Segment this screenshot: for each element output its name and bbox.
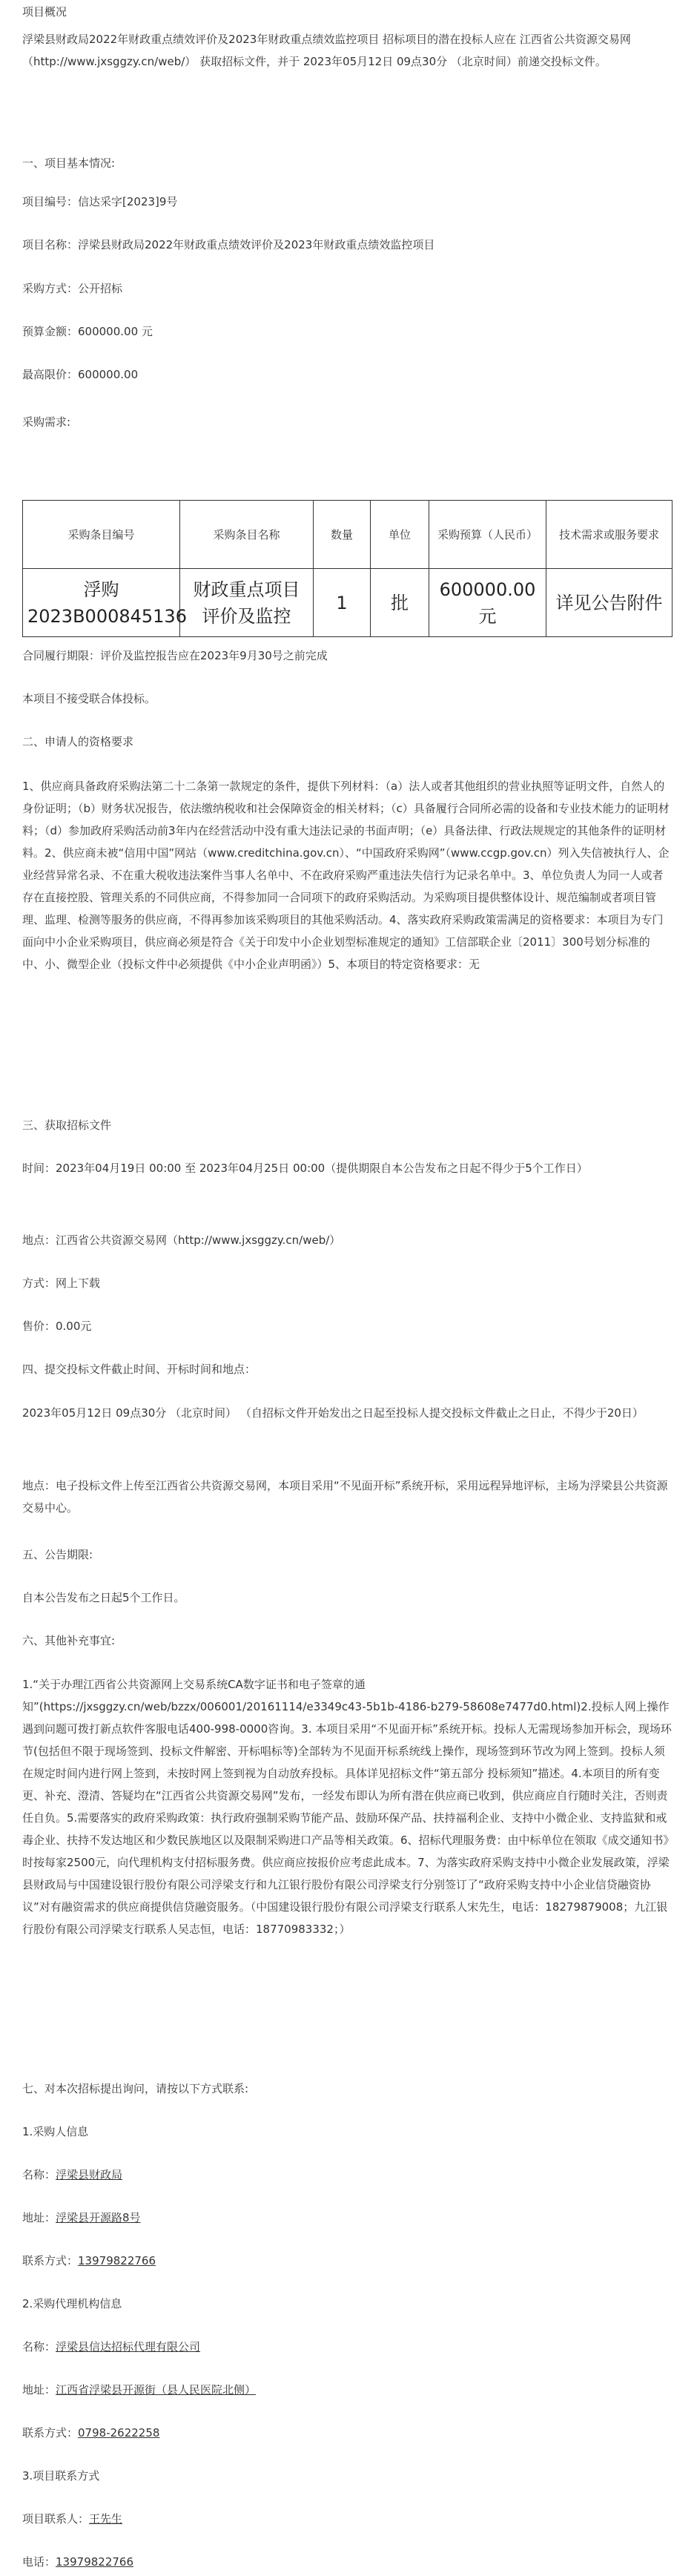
table-header-cell: 数量 <box>314 501 371 569</box>
document-price: 售价：0.00元 <box>22 1320 92 1333</box>
agency-name <box>22 2336 672 2357</box>
section-2-heading: 二、申请人的资格要求 <box>22 735 134 748</box>
purchaser-phone-label: 联系方式： <box>22 2254 79 2267</box>
contact-person-value: 王先生 <box>89 2512 123 2526</box>
agency-address-label: 地址： <box>22 2383 56 2397</box>
table-cell: 财政重点项目评价及监控 <box>180 569 314 637</box>
demand-table <box>22 500 672 637</box>
qualification-text: 1、供应商具备政府采购法第二十二条第一款规定的条件，提供下列材料：（a）法人或者其他组织的营业执照等证明文件，自然人的身份证明；（b）财务状况报告，依法缴纳税收和社会保障资金的相关材料；（c）具备履行合同所必需的设备和专业技术能力的证明材料；（d）参加政府采购活动前3年内在经营活动中没有重大违法记录的书面声明；（e）具备法律、行政法规规定的其他条件的证明材料。2、供应商未被“信用中国”网站（www.creditchina.gov.cn）、“中国政府采购网”（www.ccgp.gov.cn）列入失信被执行人、企业经营异常名录、不在重大税收违法案件当事人名单中、不在政府采购严重违法失信行为记录名单中。3、单位负责人为同一人或者存在直接控股、管理关系的不同供应商，不得参加同一合同项下的政府采购活动。为采购项目提供整体设计、规范编制或者项目管理、监理、检测等服务的供应商，不得再参加该采购项目的其他采购活动。4、落实政府采购政策需满足的资格要求：本项目为专门面向中小企业采购项目，供应商必须是符合《关于印发中小企业划型标准规定的通知》工信部联企业〔2011〕300号划分标准的中、小、微型企业（投标文件中必须提供《中小企业声明函》）5、本项目的特定资格要求：无 <box>22 780 670 971</box>
agency-name-label: 名称： <box>22 2340 56 2353</box>
agency-phone-value: 0798-2622258 <box>78 2426 160 2440</box>
section-7-heading: 七、对本次招标提出询问，请按以下方式联系: <box>22 2082 249 2095</box>
purchaser-name-value: 浮梁县财政局 <box>56 2168 123 2181</box>
table-row <box>23 569 672 637</box>
table-cell: 批 <box>371 569 429 637</box>
overview-heading: 项目概况 <box>22 5 67 19</box>
table-header-cell: 采购预算（人民币） <box>429 501 546 569</box>
bid-deadline: 2023年05月12日 09点30分 （北京时间） （自招标文件开始发出之日起至投标人提交投标文件截止之日止，不得少于20日） <box>22 1406 644 1420</box>
purchaser-heading: 1.采购人信息 <box>22 2125 89 2138</box>
bid-open-place: 地点：电子投标文件上传至江西省公共资源交易网，本项目采用“不见面开标”系统开标，采用远程异地评标，主场为浮梁县公共资源交易中心。 <box>22 1479 668 1515</box>
overview-text: 浮梁县财政局2022年财政重点绩效评价及2023年财政重点绩效监控项目 招标项目的潜在投标人应在 江西省公共资源交易网（http://www.jxsggzy.cn/web/） 获取招标文件，并于 2023年05月12日 09点30分 （北京时间）前递交投标文件。 <box>22 33 631 68</box>
no-consortium: 本项目不接受联合体投标。 <box>22 692 156 705</box>
purchaser-name-label: 名称： <box>22 2168 56 2181</box>
contact-phone-value: 13979822766 <box>56 2555 133 2569</box>
section-1-heading: 一、项目基本情况: <box>22 157 116 170</box>
agency-phone-label: 联系方式： <box>22 2426 79 2440</box>
agency-heading: 2.采购代理机构信息 <box>22 2297 122 2310</box>
budget-amount: 预算金额：600000.00 元 <box>22 325 153 338</box>
section-6-heading: 六、其他补充事宜: <box>22 1634 116 1647</box>
agency-phone <box>22 2422 672 2443</box>
max-price: 最高限价：600000.00 <box>22 368 139 381</box>
notice-period: 自本公告发布之日起5个工作日。 <box>22 1591 185 1604</box>
obtain-time: 时间：2023年04月19日 00:00 至 2023年04月25日 00:00（提供期限自本公告发布之日起不得少于5个工作日） <box>22 1162 588 1175</box>
contact-phone-label: 电话： <box>22 2555 56 2569</box>
table-cell: 浮购2023B000845136 <box>23 569 180 637</box>
obtain-place: 地点：江西省公共资源交易网（http://www.jxsggzy.cn/web/） <box>22 1233 341 1247</box>
project-number: 项目编号：信达采字[2023]9号 <box>22 195 178 208</box>
contact-phone <box>22 2552 672 2572</box>
purchaser-address <box>22 2207 672 2228</box>
table-cell: 1 <box>314 569 371 637</box>
demand-label: 采购需求: <box>22 415 71 429</box>
contact-person-label: 项目联系人： <box>22 2512 90 2526</box>
purchase-method: 采购方式：公开招标 <box>22 282 123 295</box>
table-header-cell: 单位 <box>371 501 429 569</box>
section-4-heading: 四、提交投标文件截止时间、开标时间和地点： <box>22 1363 257 1376</box>
table-cell: 600000.00元 <box>429 569 546 637</box>
agency-name-value: 浮梁县信达招标代理有限公司 <box>56 2340 201 2353</box>
purchaser-address-value: 浮梁县开源路8号 <box>56 2211 141 2224</box>
table-header-cell: 技术需求或服务要求 <box>546 501 672 569</box>
supplement-text: 1.“关于办理江西省公共资源网上交易系统CA数字证书和电子签章的通知”(https://jxsggzy.cn/web/bzzx/006001/20161114/e3349c43-5b1b-4186-b279-58608e7477d0.html)2.投标人网上操作遇到问题可拨打新点软件客服电话400-998-0000咨询。3. 本项目采用“不见面开标”系统开标。投标人无需现场参加开标会，现场环节(包括但不限于现场签到、投标文件解密、开标唱标等)全部转为不见面开标系统线上操作，现场签到环节改为网上签到。投标人须在规定时间内进行网上签到，未按时网上签到视为自动放弃投标。具体详见招标文件“第五部分 投标须知”描述。4.本项目的所有变更、补充、澄清、答疑均在“江西省公共资源交易网”发布，一经发布即认为所有潜在供应商已收到，供应商应自行随时关注，否则责任自负。5.需要落实的政府采购政策：执行政府强制采购节能产品、鼓励环保产品、扶持福利企业、支持中小微企业、支持监狱和戒毒企业、扶持不发达地区和少数民族地区以及限制采购进口产品等相关政策。6、招标代理服务费：由中标单位在领取《成交通知书》时按每家2500元，向代理机构支付招标服务费。供应商应按报价应考虑此成本。7、为落实政府采购支持中小微企业发展政策，浮梁县财政局与中国建设银行股份有限公司浮梁支行和九江银行股份有限公司浮梁支行分别签订了“政府采购支持中小企业信贷融资协议”对有融资需求的供应商提供信贷融资服务。（中国建设银行股份有限公司浮梁支行联系人宋先生，电话：18279879008；九江银行股份有限公司浮梁支行联系人吴志恒，电话：18770983332；） <box>22 1678 672 1936</box>
contract-period: 合同履行期限：评价及监控报告应在2023年9月30号之前完成 <box>22 649 328 662</box>
agency-address-value: 江西省浮梁县开源街（县人民医院北侧） <box>56 2383 257 2397</box>
section-3-heading: 三、获取招标文件 <box>22 1119 112 1132</box>
purchaser-phone <box>22 2250 672 2271</box>
purchaser-address-label: 地址： <box>22 2211 56 2224</box>
contact-person <box>22 2509 672 2529</box>
contact-heading: 3.项目联系方式 <box>22 2469 100 2483</box>
table-cell: 详见公告附件 <box>546 569 672 637</box>
table-header-row <box>23 501 672 569</box>
table-header-cell: 采购条目编号 <box>23 501 180 569</box>
project-name: 项目名称：浮梁县财政局2022年财政重点绩效评价及2023年财政重点绩效监控项目 <box>22 238 435 251</box>
obtain-way: 方式：网上下载 <box>22 1277 101 1290</box>
agency-address <box>22 2379 672 2400</box>
section-5-heading: 五、公告期限: <box>22 1548 93 1561</box>
purchaser-name <box>22 2164 672 2185</box>
table-header-cell: 采购条目名称 <box>180 501 314 569</box>
purchaser-phone-value: 13979822766 <box>78 2254 156 2267</box>
